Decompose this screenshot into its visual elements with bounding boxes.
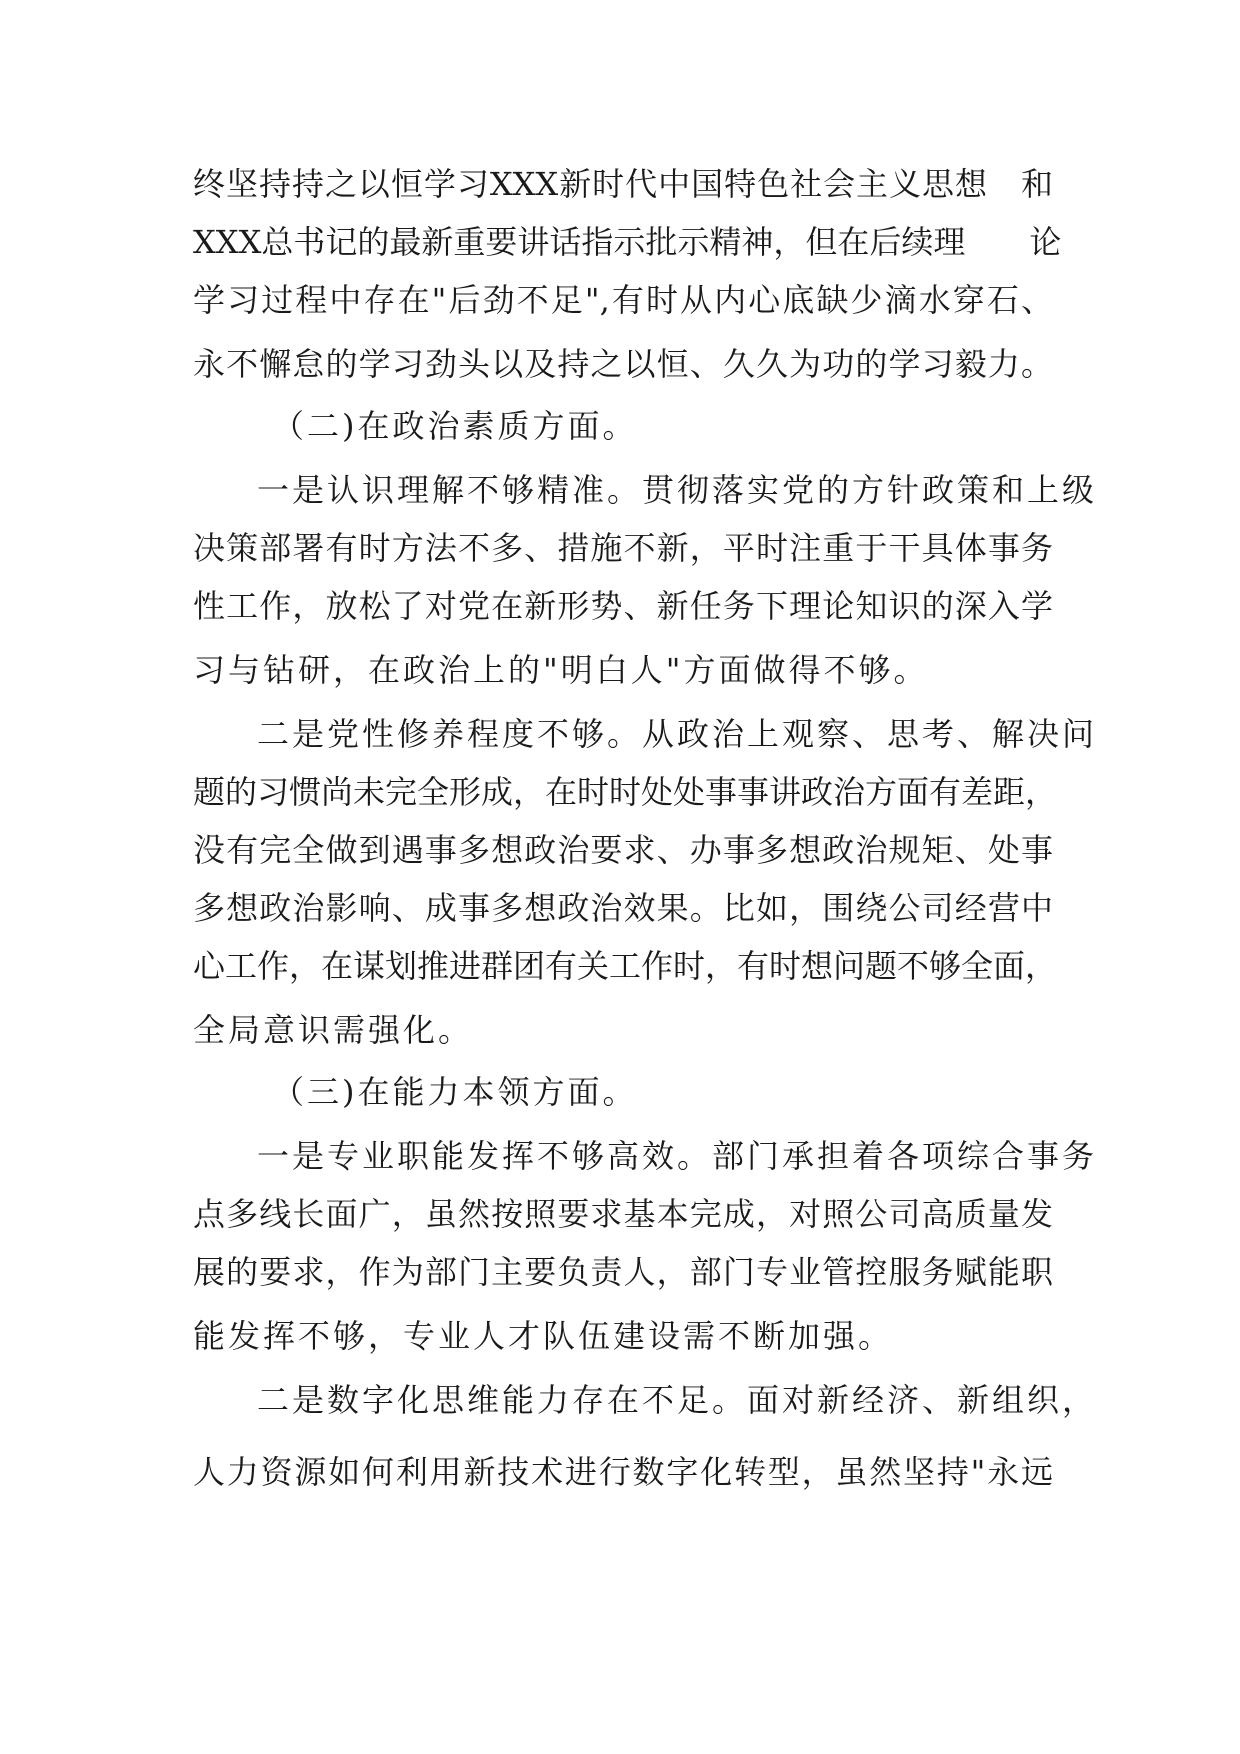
paragraph-line: 终坚持持之以恒学习XXX新时代中国特色社会主义思想 和 [193,165,1053,203]
paragraph-line: 展的要求，作为部门主要负责人，部门专业管控服务赋能职 [193,1253,1053,1291]
paragraph-line: 心工作，在谋划推进群团有关工作时，有时想问题不够全面， [193,947,1058,985]
paragraph-line: 题的习惯尚未完全形成，在时时处处事事讲政治方面有差距， [193,773,1058,811]
paragraph-line: 决策部署有时方法不多、措施不新，平时注重于干具体事务 [193,529,1053,567]
section-heading: （三)在能力本领方面。 [272,1073,638,1111]
paragraph-line: 能发挥不够，专业人才队伍建设需不断加强。 [193,1317,894,1355]
paragraph-line: 二是数字化思维能力存在不足。面对新经济、新组织， [257,1381,1098,1419]
paragraph-line: 多想政治影响、成事多想政治效果。比如，围绕公司经营中 [193,889,1053,927]
paragraph-line: 点多线长面广，虽然按照要求基本完成，对照公司高质量发 [193,1195,1053,1233]
paragraph-line: 一是认识理解不够精准。贯彻落实党的方针政策和上级 [257,471,1098,509]
paragraph-line: 一是专业职能发挥不够高效。部门承担着各项综合事务 [257,1137,1098,1175]
paragraph-line: 人力资源如何利用新技术进行数字化转型，虽然坚持"永远 [193,1453,1053,1491]
paragraph-line: 性工作，放松了对党在新形势、新任务下理论知识的深入学 [193,587,1053,625]
paragraph-line: 二是党性修养程度不够。从政治上观察、思考、解决问 [257,715,1098,753]
paragraph-line: 学习过程中存在"后劲不足",有时从内心底缺少滴水穿石、 [193,281,1053,319]
paragraph-line: 全局意识需强化。 [193,1011,474,1049]
section-heading: （二)在政治素质方面。 [272,407,638,445]
paragraph-line: 永不懈怠的学习劲头以及持之以恒、久久为功的学习毅力。 [193,345,1053,383]
paragraph-line: XXX总书记的最新重要讲话指示批示精神，但在后续理 论 [193,223,1062,261]
paragraph-line: 没有完全做到遇事多想政治要求、办事多想政治规矩、处事 [193,831,1053,869]
paragraph-line: 习与钻研，在政治上的"明白人"方面做得不够。 [193,651,929,689]
